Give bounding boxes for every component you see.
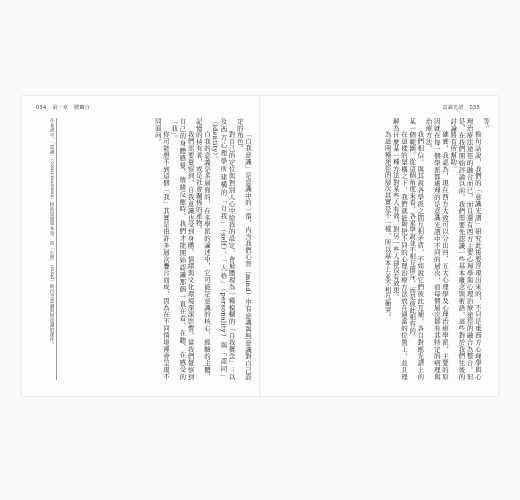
left-page-chapter: 第一章 [52, 105, 69, 111]
paragraph: 為這兩種途徑的層次其實是不一樣，所以基本上並不相互衝突。 [383, 130, 392, 320]
left-page-number: 034 [36, 105, 47, 111]
right-page-number: 035 [469, 105, 480, 111]
right-page-header [442, 104, 484, 111]
book-spread [22, 96, 498, 396]
left-page [22, 96, 260, 396]
continued-line: 等。 [482, 118, 490, 132]
paragraph: 換句話說，我們的「意識光譜」研究此後要浮現出來的，不只是東西方心理學與心理治療法途徑的融合而已，而且還有西方主要心理學與心理治療途徑的融合為整合。但是，在我們開始評論以前，我們需要先認識一些基本概念與術語，這些對於我們往後的討論將有所幫助。 [449, 118, 482, 380]
paragraph: 「自我意識」是意識中的一環，内含我們心智（mind）中有意識與無意識對自己設定的角色。 [235, 118, 252, 380]
paragraph: 你可能想不到這個「我」其實是由許多層次疊合而成，因為在不同情境裡會呈現不同面向。 [153, 118, 170, 380]
paragraph: 我們需要覺察到，自我意識也受到身體、情緒與文化環境深深影響。當我們覺察到自己的身體感覺、情緒反應時，我們才能開始認識那個一直在看、在聽、在感受的「我」。 [170, 118, 195, 380]
left-page-body [46, 118, 252, 380]
paragraph: 對自己的定位與對別人心中給我的設定，會被體現為一種模糊的「自我概念」；以及西方心理學所建構的「自我」（self）、「人格」（personality）與「認同」（identity）。 [211, 118, 236, 380]
left-page-header [36, 104, 94, 111]
right-page-body [272, 118, 490, 380]
right-page-running-title: 意識光譜 [442, 105, 464, 111]
footnote: 在本書中，「意識」（consciousness）指的是覺知本身，而「心智」（mind）則包含意識與無意識的運作。 [32, 118, 57, 380]
paragraph: 我們相信，與其說各學派之間互相矛盾，不如說它們彼此互補，各自對應光譜上的某一個範圍。從這個角度來看，各家學說並不相互排斥，而是彼此相容的。 [408, 118, 425, 380]
paragraph: 在這樣的架構之下，我們就能夠把不同的心理治療方法放在適當的位置上，並且理解為什麼某一種方法對某些人有效，對另一些人卻沒有效果。 [391, 118, 408, 380]
paragraph: 自我的意義是多層面的，在多學派的論述中，它可能是意識的核心、經驗的主體、記憶的持有者，或是社會關係的產物。 [194, 118, 211, 380]
paragraph: 確實，我認為，現在西方大致可以分出四、五大心理學及心理治療學派，主要的原因就在每一個學派都處理的是意識光譜中不同的層次，而每個層次都有其特定的病理與治療方法。 [424, 118, 449, 380]
left-page-chapter-title: 體觸自 [74, 105, 91, 111]
right-page [260, 96, 498, 396]
